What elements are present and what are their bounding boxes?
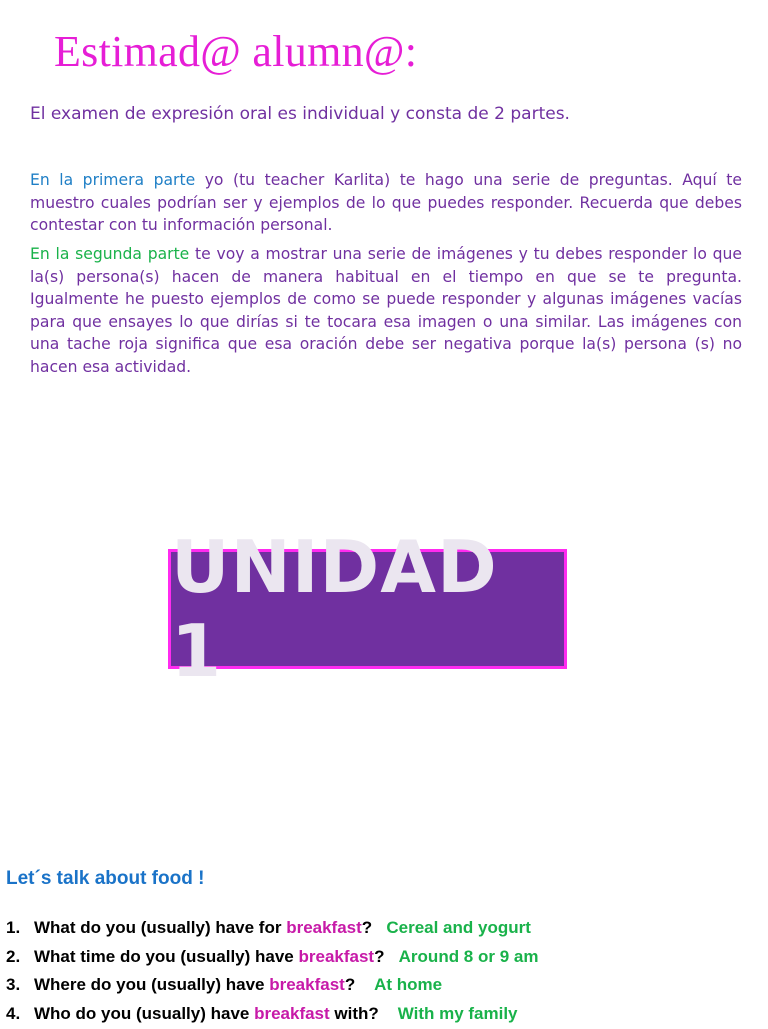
- food-section-title: Let´s talk about food !: [6, 868, 205, 889]
- question-answer: Cereal and yogurt: [386, 918, 531, 937]
- part2-paragraph: [30, 243, 742, 378]
- question-answer: With my family: [397, 1004, 518, 1024]
- greeting-heading: Estimad@ alumn@:: [54, 27, 418, 76]
- question-text: Who do you (usually) have: [34, 1004, 255, 1024]
- part1-lead: En la primera parte: [30, 171, 196, 189]
- part2-lead: En la segunda parte: [30, 245, 190, 263]
- question-number: 3.: [6, 975, 21, 995]
- question-list: [6, 914, 538, 1029]
- question-keyword: breakfast: [286, 918, 362, 937]
- question-answer: Around 8 or 9 am: [398, 946, 539, 966]
- question-answer: At home: [374, 975, 443, 995]
- question-item: [6, 971, 538, 1000]
- question-text: What time do you (usually) have: [34, 946, 299, 966]
- part2-text: te voy a mostrar una serie de imágenes y tu debes responder lo que la(s) persona(s) hacen de manera habitual en el tiempo en que se te pregunta. Igualmente he puesto ejemplos de como se puede responder y algunas imágenes vacías para que ensayes lo que dirías si te tocara esa imagen o una similar. Las imágenes con una tache roja significa que esa oración debe ser negativa porque la(s) persona (s) no hacen esa actividad.: [30, 245, 742, 376]
- question-keyword: breakfast: [254, 1004, 330, 1024]
- question-suffix: with?: [329, 1004, 379, 1024]
- question-item: [6, 943, 538, 972]
- question-item: [6, 914, 538, 943]
- question-number: 2.: [6, 946, 21, 966]
- unit-title: UNIDAD 1: [171, 525, 498, 693]
- question-text: Where do you (usually) have: [34, 975, 270, 995]
- question-suffix: ?: [344, 975, 356, 995]
- question-keyword: breakfast: [298, 946, 375, 966]
- question-keyword: breakfast: [269, 975, 345, 995]
- question-suffix: ?: [361, 918, 373, 937]
- unit-banner: [168, 525, 567, 693]
- question-number: 1.: [6, 918, 21, 937]
- intro-text: El examen de expresión oral es individual y consta de 2 partes.: [30, 104, 570, 124]
- question-text: What do you (usually) have for: [34, 918, 287, 937]
- part1-paragraph: [30, 169, 742, 237]
- question-suffix: ?: [374, 946, 385, 966]
- question-number: 4.: [6, 1004, 21, 1024]
- part1-text: yo (tu teacher Karlita) te hago una serie de preguntas. Aquí te muestro cuales podrían ser y ejemplos de lo que puedes responder. Recuerda que debes contestar con tu información personal.: [30, 171, 742, 234]
- question-item: [6, 1000, 538, 1029]
